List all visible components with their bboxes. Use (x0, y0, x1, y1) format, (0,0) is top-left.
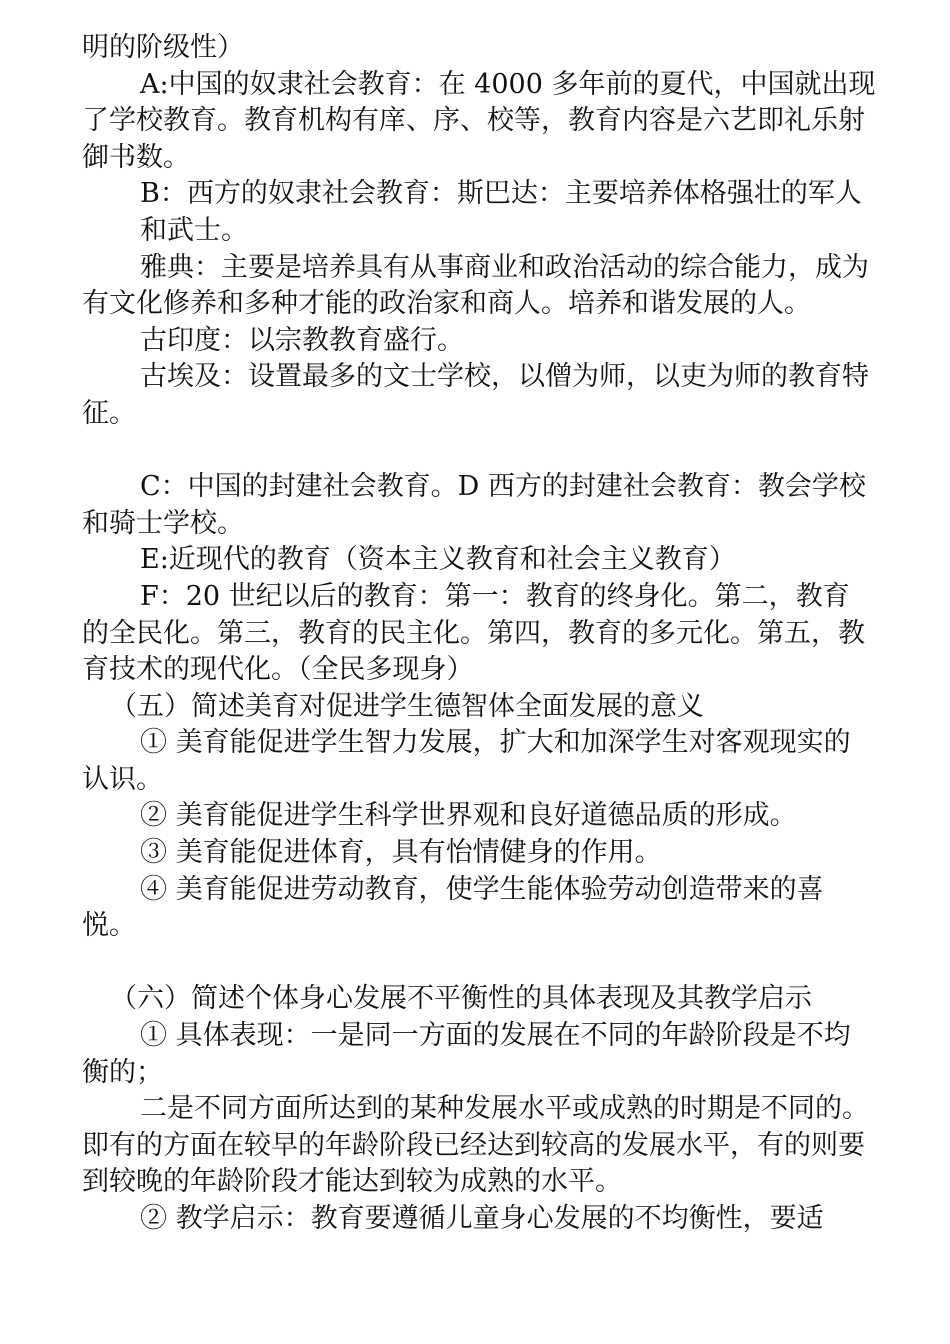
paragraph-athens: 雅典：主要是培养具有从事商业和政治活动的综合能力，成为有文化修养和多种才能的政治家和商人。培养和谐发展的人。 (82, 251, 869, 320)
paragraph-e-modern-education: E:近现代的教育（资本主义教育和社会主义教育） (140, 544, 736, 576)
paragraph-b-western-slave-education: B：西方的奴隶社会教育：斯巴达：主要培养体格强壮的军人和武士。 (140, 178, 862, 246)
list-item-3: ③ 美育能促进体育，具有怡情健身的作用。 (140, 837, 662, 869)
blank-line (82, 433, 876, 470)
paragraph-second-point: 二是不同方面所达到的某种发展水平或成熟的时期是不同的。即有的方面在较早的年龄阶段已经达到较高的发展水平，有的则要到较晚的年龄阶段才能达到较为成熟的水平。 (82, 1093, 869, 1198)
list-item-1: ① 具体表现：一是同一方面的发展在不同的年龄阶段是不均衡的； (82, 1020, 851, 1088)
blank-line (82, 945, 876, 982)
paragraph-ancient-egypt: 古埃及：设置最多的文士学校，以僧为师，以吏为师的教育特征。 (82, 361, 869, 429)
paragraph-a-china-slave-education: A:中国的奴隶社会教育：在 4000 多年前的夏代，中国就出现了学校教育。教育机构有庠、序、校等，教育内容是六艺即礼乐射御书数。 (82, 68, 876, 173)
section-heading-6: （六）简述个体身心发展不平衡性的具体表现及其教学启示 (110, 983, 812, 1015)
list-item-1: ① 美育能促进学生智力发展，扩大和加深学生对客观现实的认识。 (82, 727, 851, 795)
paragraph-f-20th-century-education: F：20 世纪以后的教育：第一：教育的终身化。第二，教育的全民化。第三，教育的民主化。第四，教育的多元化。第五，教育技术的现代化。（全民多现身） (82, 580, 865, 686)
paragraph-ancient-india: 古印度：以宗教教育盛行。 (140, 324, 464, 356)
section-heading-5: （五）简述美育对促进学生德智体全面发展的意义 (110, 690, 704, 722)
list-item-2: ② 教学启示：教育要遵循儿童身心发展的不均衡性，要适 (140, 1203, 824, 1234)
paragraph-c-d-feudal-education: C：中国的封建社会教育。D 西方的封建社会教育：教会学校和骑士学校。 (82, 471, 866, 539)
list-item-4: ④ 美育能促进劳动教育，使学生能体验劳动创造带来的喜悦。 (82, 873, 824, 942)
list-item-2: ② 美育能促进学生科学世界观和良好道德品质的形成。 (140, 800, 797, 832)
paragraph-continuation: 明的阶级性） (82, 32, 244, 63)
